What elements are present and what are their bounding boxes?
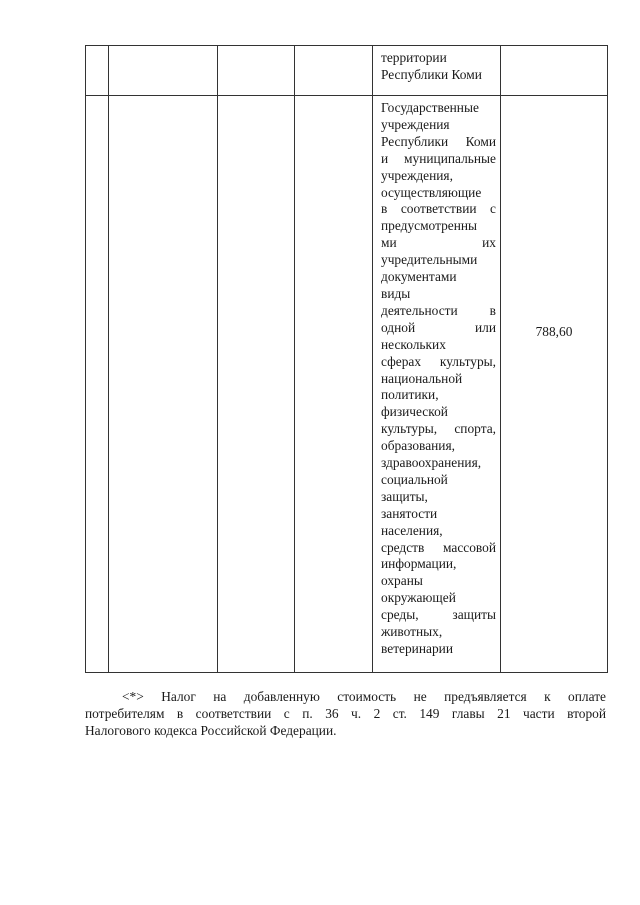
text-line: предусмотренны — [381, 218, 478, 234]
text-line: животных, — [381, 624, 443, 640]
text-line: охраны — [381, 573, 423, 589]
text-line: Республики Коми — [381, 133, 496, 149]
text-line: и муниципальные — [381, 150, 496, 166]
footnote — [85, 688, 606, 739]
text-line: защиты, — [381, 488, 428, 504]
text-line: ветеринарии — [381, 641, 453, 656]
text-line: средств массовой — [381, 539, 496, 555]
table-cell-value — [501, 96, 608, 673]
text-line: документами — [381, 269, 457, 285]
text-line: одной или — [381, 319, 496, 335]
text-line: национальной — [381, 370, 463, 386]
text-line: Налогового кодекса Российской Федерации. — [85, 723, 337, 738]
table-cell-col3 — [218, 46, 295, 96]
text-line: осуществляющие — [381, 184, 482, 200]
text-line: здравоохранения, — [381, 455, 482, 471]
text-line: нескольких — [381, 336, 446, 352]
row2-description — [381, 100, 496, 658]
text-line: ми их — [381, 235, 496, 251]
table-cell-value — [501, 46, 608, 96]
row1-description — [381, 50, 496, 84]
text-line: населения, — [381, 522, 443, 538]
text-line: среды, защиты — [381, 607, 496, 623]
table-cell-description — [373, 46, 501, 96]
text-line: в соответствии с — [381, 201, 496, 217]
table-cell-col2 — [109, 96, 218, 673]
table-cell-col1 — [86, 96, 109, 673]
tariff-value: 788,60 — [535, 323, 573, 339]
table-cell-col2 — [109, 46, 218, 96]
text-line: политики, — [381, 387, 439, 403]
table-cell-col4 — [295, 96, 373, 673]
table-cell-col1 — [86, 46, 109, 96]
text-line: учредительными — [381, 252, 478, 268]
text-line: учреждения, — [381, 167, 453, 183]
text-line: потребителям в соответствии с п. 36 ч. 2 ст. 149 главы 21 части второй — [85, 706, 606, 721]
text-line: деятельности в — [381, 302, 496, 318]
text-line: окружающей — [381, 590, 456, 606]
text-line: Государственные — [381, 100, 479, 115]
tariff-table — [85, 45, 608, 673]
text-line: территории — [381, 50, 447, 65]
text-line: виды — [381, 285, 411, 301]
text-line: <*> Налог на добавленную стоимость не предъявляется к оплате — [122, 689, 606, 704]
text-line: занятости — [381, 505, 438, 521]
table-cell-description — [373, 96, 501, 673]
table-row — [86, 46, 608, 96]
text-line: социальной — [381, 471, 448, 487]
text-line: культуры, спорта, — [381, 421, 496, 437]
text-line: сферах культуры, — [381, 353, 496, 369]
text-line: физической — [381, 404, 448, 420]
table-cell-col4 — [295, 46, 373, 96]
text-line: образования, — [381, 438, 455, 454]
text-line: Республики Коми — [381, 66, 482, 82]
text-line: информации, — [381, 556, 457, 572]
text-line: учреждения — [381, 116, 450, 132]
table-row — [86, 96, 608, 673]
table-cell-col3 — [218, 96, 295, 673]
